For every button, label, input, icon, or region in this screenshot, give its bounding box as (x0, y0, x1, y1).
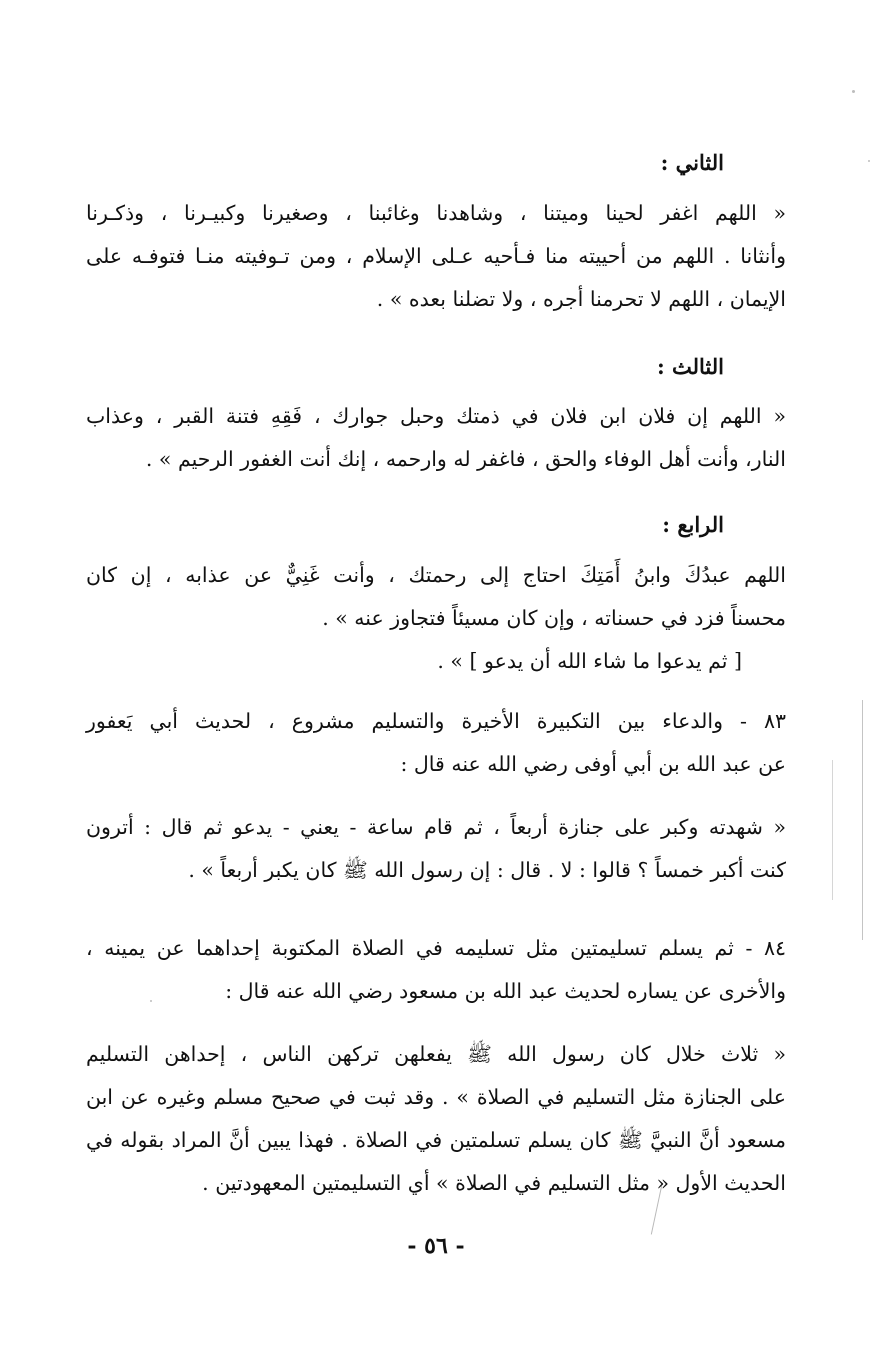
text-line: « ثلاث خلال كان رسول الله ﷺ يفعلهن تركهن الناس ، إحداهن التسليم (86, 1042, 786, 1066)
text-line: اللهم عبدُكَ وابنُ أَمَتِكَ احتاج إلى رحمتك ، وأنت غَنِيٌّ عن عذابه ، إن كان (86, 563, 786, 587)
text-line: على الجنازة مثل التسليم في الصلاة » . وقد ثبت في صحيح مسلم وغيره عن ابن (86, 1085, 786, 1109)
text-line: وأنثانا . اللهم من أحييته منا فـأحيه عـلى الإسلام ، ومن تـوفيته منـا فتوفـه على (86, 244, 786, 268)
text-line: عن عبد الله بن أبي أوفى رضي الله عنه قال : (400, 752, 786, 776)
text-line: والأخرى عن يساره لحديث عبد الله بن مسعود رضي الله عنه قال : (225, 979, 786, 1003)
section-heading-second: الثاني : (660, 150, 724, 175)
text-line: « شهدته وكبر على جنازة أربعاً ، ثم قام ساعة - يعني - يدعو ثم قال : أترون (86, 815, 786, 839)
text-line: ٨٣ - والدعاء بين التكبيرة الأخيرة والتسليم مشروع ، لحديث أبي يَعفور (86, 709, 786, 733)
text-line: [ ثم يدعوا ما شاء الله أن يدعو ] » . (437, 649, 742, 673)
text-line: النار، وأنت أهل الوفاء والحق ، فاغفر له وارحمه ، إنك أنت الغفور الرحيم » . (145, 447, 786, 471)
scan-margin-line (832, 760, 833, 900)
text-line: « اللهم اغفر لحينا وميتنا ، وشاهدنا وغائبنا ، وصغيرنا وكبيـرنا ، وذكـرنا (86, 201, 786, 225)
scan-dot (150, 1000, 152, 1002)
text-line: مسعود أنَّ النبيَّ ﷺ كان يسلم تسلمتين في الصلاة . فهذا يبين أنَّ المراد بقوله في (86, 1128, 786, 1152)
text-line: كنت أكبر خمساً ؟ قالوا : لا . قال : إن رسول الله ﷺ كان يكبر أربعاً » . (188, 858, 786, 882)
scan-dot (852, 90, 855, 93)
text-line: الإيمان ، اللهم لا تحرمنا أجره ، ولا تضلنا بعده » . (376, 287, 786, 311)
text-line: الحديث الأول « مثل التسليم في الصلاة » أي التسليمتين المعهودتين . (202, 1171, 786, 1195)
text-line: ٨٤ - ثم يسلم تسليمتين مثل تسليمه في الصلاة المكتوبة إحداهما عن يمينه ، (86, 936, 786, 960)
scan-dot (868, 160, 870, 162)
scan-margin-line (862, 700, 863, 940)
section-heading-fourth: الرابع : (662, 512, 724, 537)
page-number: - ٥٦ - (407, 1233, 465, 1259)
section-heading-third: الثالث : (656, 354, 724, 379)
text-line: محسناً فزد في حسناته ، وإن كان مسيئاً فتجاوز عنه » . (322, 606, 786, 630)
text-line: « اللهم إن فلان ابن فلان في ذمتك وحبل جوارك ، فَقِهِ فتنة القبر ، وعذاب (86, 404, 786, 428)
